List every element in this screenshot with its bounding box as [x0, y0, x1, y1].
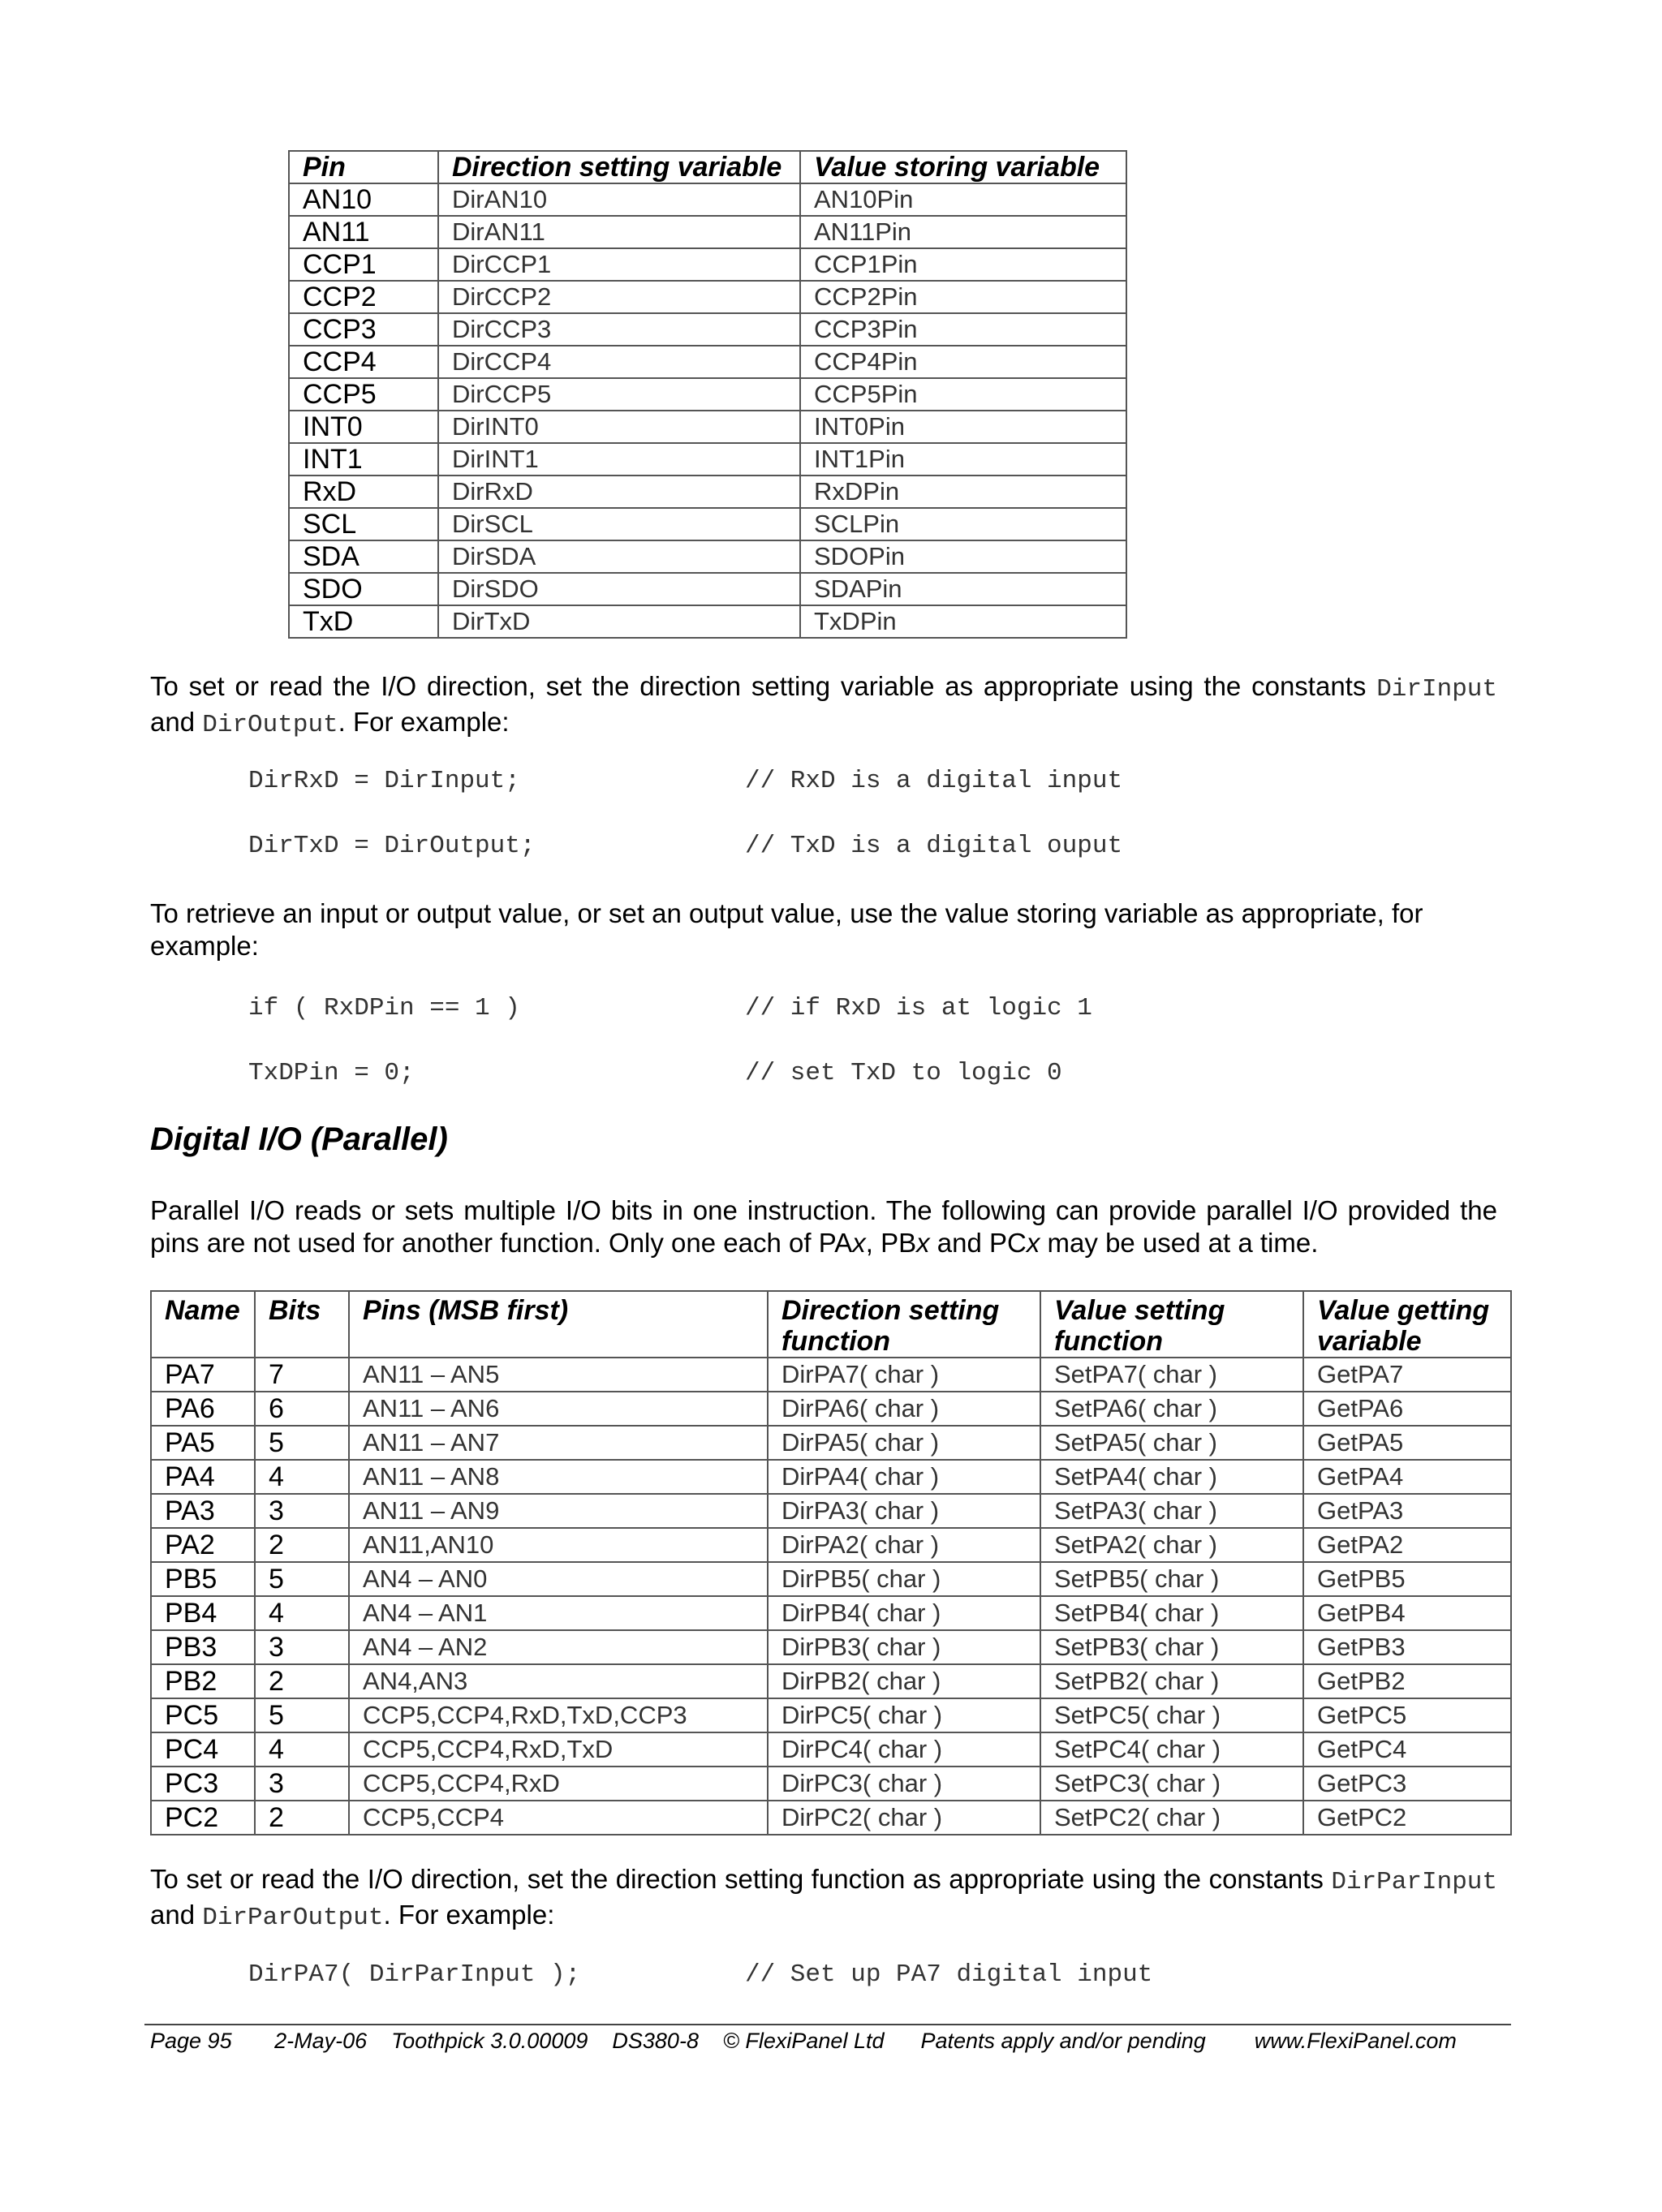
value-getting-variable: GetPB4 — [1303, 1596, 1511, 1630]
port-name: PA5 — [151, 1426, 255, 1460]
para-text: and — [150, 707, 196, 737]
port-name: PC5 — [151, 1698, 255, 1732]
para-italic: x — [1026, 1228, 1040, 1258]
pins: AN4 – AN1 — [349, 1596, 768, 1630]
header-pins: Pins (MSB first) — [349, 1291, 768, 1358]
para-text: . For example: — [338, 707, 510, 737]
const-dirparoutput: DirParOutput — [202, 1904, 384, 1932]
direction-variable: DirINT1 — [438, 443, 800, 476]
table-header-row — [289, 151, 1126, 183]
code-statement: DirPA7( DirParInput ); — [248, 1960, 581, 1989]
bit-count: 5 — [255, 1698, 349, 1732]
value-getting-variable: GetPC5 — [1303, 1698, 1511, 1732]
header-value-variable: Value storing variable — [800, 151, 1126, 183]
pin-name: CCP3 — [289, 313, 438, 346]
value-variable: AN11Pin — [800, 216, 1126, 248]
value-setting-function: SetPC4( char ) — [1040, 1732, 1303, 1767]
value-getting-variable: GetPA4 — [1303, 1460, 1511, 1494]
table-row — [289, 183, 1126, 216]
pin-name: RxD — [289, 476, 438, 508]
port-name: PB2 — [151, 1664, 255, 1698]
port-name: PB4 — [151, 1596, 255, 1630]
para-text: , PB — [865, 1228, 917, 1258]
direction-variable: DirCCP2 — [438, 281, 800, 313]
pin-name: SDO — [289, 573, 438, 605]
bit-count: 2 — [255, 1664, 349, 1698]
pins: AN4 – AN0 — [349, 1562, 768, 1596]
bit-count: 6 — [255, 1392, 349, 1426]
table-row — [289, 281, 1126, 313]
value-setting-function: SetPA7( char ) — [1040, 1358, 1303, 1392]
footer-date: 2-May-06 — [274, 2029, 368, 2053]
pin-name: AN11 — [289, 216, 438, 248]
bit-count: 3 — [255, 1494, 349, 1528]
footer-page: Page 95 — [150, 2029, 232, 2053]
para-text: may be used at a time. — [1040, 1228, 1319, 1258]
bit-count: 4 — [255, 1596, 349, 1630]
code-statement: TxDPin = 0; — [248, 1059, 415, 1087]
table-row — [289, 248, 1126, 281]
value-setting-function: SetPA2( char ) — [1040, 1528, 1303, 1562]
table-row — [151, 1528, 1511, 1562]
pins: CCP5,CCP4,RxD,TxD — [349, 1732, 768, 1767]
pin-name: SDA — [289, 540, 438, 573]
direction-function: DirPC2( char ) — [768, 1801, 1040, 1835]
parallel-paragraph — [150, 1194, 1497, 1259]
parallel-direction-paragraph — [150, 1863, 1497, 1934]
code-comment: // if RxD is at logic 1 — [745, 994, 1092, 1022]
code-statement: DirRxD = DirInput; — [248, 767, 520, 795]
direction-variable: DirTxD — [438, 605, 800, 638]
table-row — [151, 1630, 1511, 1664]
direction-function: DirPB2( char ) — [768, 1664, 1040, 1698]
value-getting-variable: GetPC3 — [1303, 1767, 1511, 1801]
port-name: PC2 — [151, 1801, 255, 1835]
header-value-setting-function: Value setting function — [1040, 1291, 1303, 1358]
table-row — [151, 1596, 1511, 1630]
header-pin: Pin — [289, 151, 438, 183]
port-name: PB5 — [151, 1562, 255, 1596]
table-row — [151, 1767, 1511, 1801]
table-row — [151, 1698, 1511, 1732]
parallel-io-table — [150, 1290, 1512, 1835]
table-row — [151, 1358, 1511, 1392]
port-name: PC4 — [151, 1732, 255, 1767]
code-statement: if ( RxDPin == 1 ) — [248, 994, 520, 1022]
footer-doc: DS380-8 — [612, 2029, 699, 2053]
value-variable: AN10Pin — [800, 183, 1126, 216]
table-row — [289, 346, 1126, 378]
table-row — [151, 1392, 1511, 1426]
pins: CCP5,CCP4,RxD — [349, 1767, 768, 1801]
pins: CCP5,CCP4,RxD,TxD,CCP3 — [349, 1698, 768, 1732]
code-comment: // Set up PA7 digital input — [745, 1960, 1153, 1989]
footer-divider — [144, 2024, 1511, 2025]
value-setting-function: SetPA3( char ) — [1040, 1494, 1303, 1528]
value-setting-function: SetPB5( char ) — [1040, 1562, 1303, 1596]
port-name: PB3 — [151, 1630, 255, 1664]
direction-function: DirPC4( char ) — [768, 1732, 1040, 1767]
value-getting-variable: GetPB2 — [1303, 1664, 1511, 1698]
value-getting-variable: GetPA7 — [1303, 1358, 1511, 1392]
direction-variable: DirINT0 — [438, 411, 800, 443]
value-setting-function: SetPA6( char ) — [1040, 1392, 1303, 1426]
code-statement: DirTxD = DirOutput; — [248, 832, 536, 860]
value-setting-function: SetPA5( char ) — [1040, 1426, 1303, 1460]
value-getting-variable: GetPC2 — [1303, 1801, 1511, 1835]
direction-variable: DirCCP1 — [438, 248, 800, 281]
value-variable: INT0Pin — [800, 411, 1126, 443]
bit-count: 3 — [255, 1630, 349, 1664]
page-footer — [150, 2029, 1457, 2054]
port-name: PA6 — [151, 1392, 255, 1426]
bit-count: 5 — [255, 1562, 349, 1596]
pin-name: AN10 — [289, 183, 438, 216]
table-row — [151, 1801, 1511, 1835]
value-variable: CCP2Pin — [800, 281, 1126, 313]
bit-count: 7 — [255, 1358, 349, 1392]
value-variable: TxDPin — [800, 605, 1126, 638]
table-row — [151, 1562, 1511, 1596]
section-heading: Digital I/O (Parallel) — [150, 1121, 448, 1157]
port-name: PA3 — [151, 1494, 255, 1528]
value-getting-variable: GetPB5 — [1303, 1562, 1511, 1596]
table-row — [289, 411, 1126, 443]
direction-function: DirPC3( char ) — [768, 1767, 1040, 1801]
header-direction-variable: Direction setting variable — [438, 151, 800, 183]
pins: AN4,AN3 — [349, 1664, 768, 1698]
pins: AN11,AN10 — [349, 1528, 768, 1562]
direction-function: DirPA6( char ) — [768, 1392, 1040, 1426]
port-name: PA4 — [151, 1460, 255, 1494]
direction-function: DirPA5( char ) — [768, 1426, 1040, 1460]
value-variable: SDOPin — [800, 540, 1126, 573]
direction-variable: DirAN10 — [438, 183, 800, 216]
direction-variable: DirCCP4 — [438, 346, 800, 378]
const-dirinput: DirInput — [1376, 675, 1498, 704]
pins: CCP5,CCP4 — [349, 1801, 768, 1835]
bit-count: 4 — [255, 1460, 349, 1494]
para-text: To set or read the I/O direction, set the direction setting variable as appropriate using the constants — [150, 671, 1367, 701]
pins: AN11 – AN6 — [349, 1392, 768, 1426]
table-row — [289, 476, 1126, 508]
value-getting-variable: GetPA3 — [1303, 1494, 1511, 1528]
footer-product: Toothpick 3.0.00009 — [391, 2029, 588, 2053]
table-header-row — [151, 1291, 1511, 1358]
para-text: . For example: — [383, 1900, 555, 1930]
value-setting-function: SetPC2( char ) — [1040, 1801, 1303, 1835]
value-setting-function: SetPA4( char ) — [1040, 1460, 1303, 1494]
bit-count: 3 — [255, 1767, 349, 1801]
table-row — [289, 573, 1126, 605]
para-italic: x — [916, 1228, 930, 1258]
value-getting-variable: GetPB3 — [1303, 1630, 1511, 1664]
pins: AN11 – AN5 — [349, 1358, 768, 1392]
value-getting-variable: GetPA2 — [1303, 1528, 1511, 1562]
pin-name: CCP1 — [289, 248, 438, 281]
direction-paragraph — [150, 670, 1497, 742]
value-variable: INT1Pin — [800, 443, 1126, 476]
port-name: PC3 — [151, 1767, 255, 1801]
value-getting-variable: GetPC4 — [1303, 1732, 1511, 1767]
footer-website: www.FlexiPanel.com — [1254, 2029, 1457, 2053]
pin-name: CCP4 — [289, 346, 438, 378]
const-diroutput: DirOutput — [202, 711, 338, 739]
bit-count: 4 — [255, 1732, 349, 1767]
table-row — [289, 540, 1126, 573]
table-row — [289, 313, 1126, 346]
value-setting-function: SetPB2( char ) — [1040, 1664, 1303, 1698]
para-text: To set or read the I/O direction, set the direction setting function as appropriate using the constants — [150, 1864, 1324, 1894]
port-name: PA7 — [151, 1358, 255, 1392]
bit-count: 5 — [255, 1426, 349, 1460]
footer-patents: Patents apply and/or pending — [920, 2029, 1206, 2053]
table-row — [151, 1732, 1511, 1767]
pins: AN11 – AN9 — [349, 1494, 768, 1528]
value-setting-function: SetPB4( char ) — [1040, 1596, 1303, 1630]
pins: AN11 – AN7 — [349, 1426, 768, 1460]
footer-copyright: © FlexiPanel Ltd — [722, 2029, 885, 2053]
direction-function: DirPA4( char ) — [768, 1460, 1040, 1494]
code-comment: // RxD is a digital input — [745, 767, 1123, 795]
pin-name: CCP5 — [289, 378, 438, 411]
direction-function: DirPB4( char ) — [768, 1596, 1040, 1630]
direction-function: DirPA2( char ) — [768, 1528, 1040, 1562]
value-setting-function: SetPC3( char ) — [1040, 1767, 1303, 1801]
direction-function: DirPA7( char ) — [768, 1358, 1040, 1392]
value-variable: SDAPin — [800, 573, 1126, 605]
pin-variable-table — [288, 150, 1127, 639]
para-text: Parallel I/O reads or sets multiple I/O bits in one instruction. The following can provide parallel I/O provided the pins are not used for another function. Only one each of PA — [150, 1195, 1497, 1258]
table-row — [289, 443, 1126, 476]
table-row — [151, 1494, 1511, 1528]
direction-variable: DirCCP5 — [438, 378, 800, 411]
pin-name: INT0 — [289, 411, 438, 443]
table-row — [151, 1664, 1511, 1698]
bit-count: 2 — [255, 1801, 349, 1835]
para-text: and — [150, 1900, 196, 1930]
value-variable: CCP4Pin — [800, 346, 1126, 378]
code-comment: // set TxD to logic 0 — [745, 1059, 1062, 1087]
value-paragraph: To retrieve an input or output value, or set an output value, use the value storing variable as appropriate, for example: — [150, 898, 1423, 961]
header-direction-function: Direction setting function — [768, 1291, 1040, 1358]
pin-name: INT1 — [289, 443, 438, 476]
para-italic: x — [852, 1228, 866, 1258]
value-variable: CCP3Pin — [800, 313, 1126, 346]
pin-name: CCP2 — [289, 281, 438, 313]
pins: AN11 – AN8 — [349, 1460, 768, 1494]
pins: AN4 – AN2 — [349, 1630, 768, 1664]
table-row — [289, 508, 1126, 540]
direction-variable: DirAN11 — [438, 216, 800, 248]
table-row — [151, 1460, 1511, 1494]
port-name: PA2 — [151, 1528, 255, 1562]
value-getting-variable: GetPA5 — [1303, 1426, 1511, 1460]
direction-variable: DirSDO — [438, 573, 800, 605]
direction-variable: DirSDA — [438, 540, 800, 573]
pin-name: SCL — [289, 508, 438, 540]
pin-name: TxD — [289, 605, 438, 638]
const-dirparinput: DirParInput — [1331, 1868, 1498, 1896]
value-variable: SCLPin — [800, 508, 1126, 540]
code-comment: // TxD is a digital ouput — [745, 832, 1123, 860]
direction-function: DirPB5( char ) — [768, 1562, 1040, 1596]
direction-variable: DirSCL — [438, 508, 800, 540]
header-bits: Bits — [255, 1291, 349, 1358]
value-setting-function: SetPB3( char ) — [1040, 1630, 1303, 1664]
header-name: Name — [151, 1291, 255, 1358]
para-text: and PC — [929, 1228, 1027, 1258]
value-variable: CCP5Pin — [800, 378, 1126, 411]
header-value-getting-variable: Value getting variable — [1303, 1291, 1511, 1358]
direction-function: DirPB3( char ) — [768, 1630, 1040, 1664]
value-setting-function: SetPC5( char ) — [1040, 1698, 1303, 1732]
value-getting-variable: GetPA6 — [1303, 1392, 1511, 1426]
value-variable: RxDPin — [800, 476, 1126, 508]
value-variable: CCP1Pin — [800, 248, 1126, 281]
direction-function: DirPA3( char ) — [768, 1494, 1040, 1528]
bit-count: 2 — [255, 1528, 349, 1562]
table-row — [289, 378, 1126, 411]
table-row — [151, 1426, 1511, 1460]
table-row — [289, 216, 1126, 248]
direction-variable: DirCCP3 — [438, 313, 800, 346]
direction-function: DirPC5( char ) — [768, 1698, 1040, 1732]
direction-variable: DirRxD — [438, 476, 800, 508]
table-row — [289, 605, 1126, 638]
